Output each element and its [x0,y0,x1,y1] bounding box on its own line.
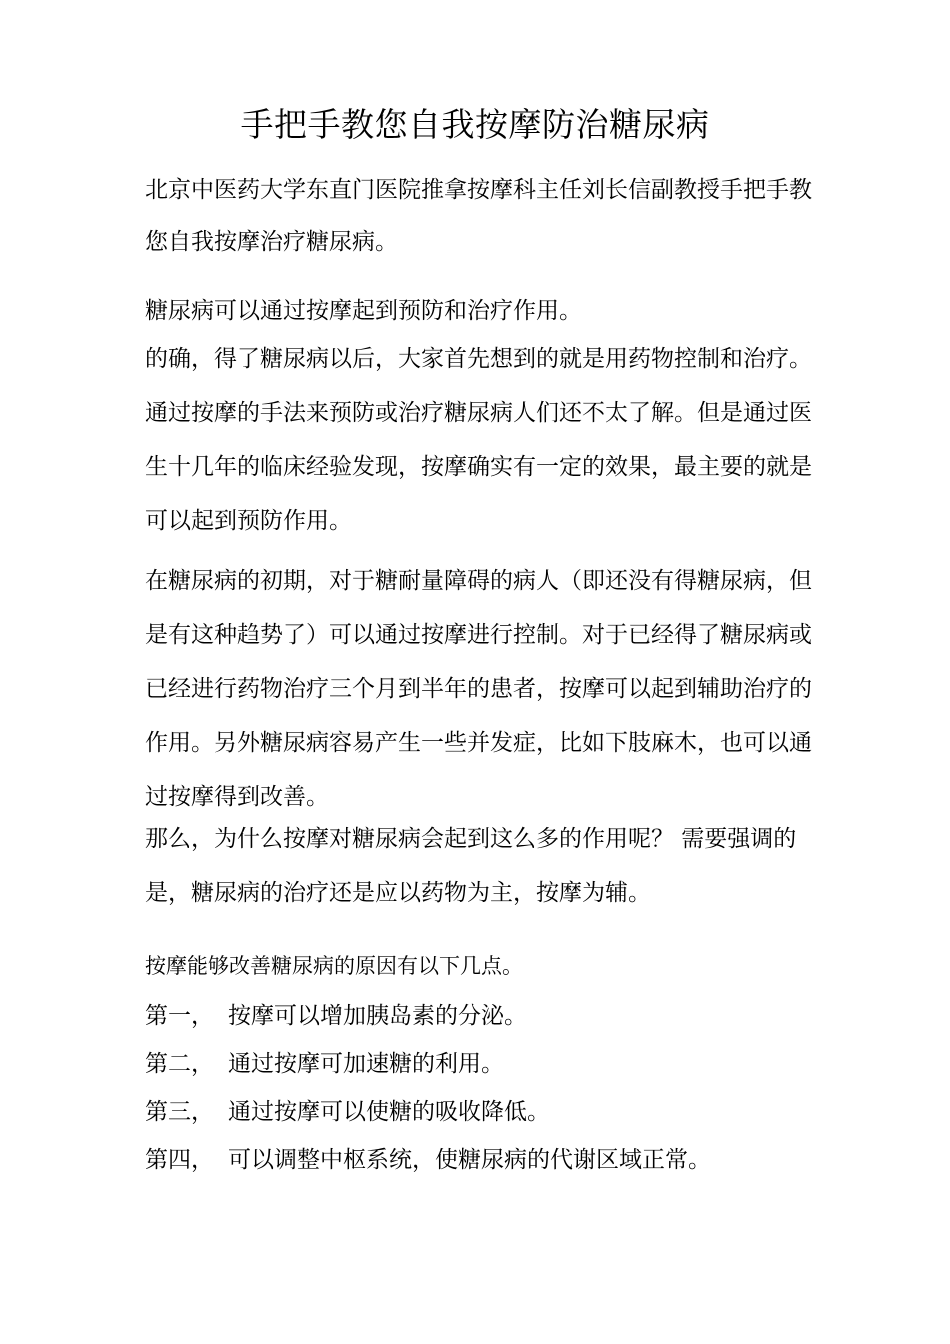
list-item-text: 可以调整中枢系统，使糖尿病的代谢区域正常。 [228,1147,711,1173]
list-item-text: 通过按摩可以使糖的吸收降低。 [228,1099,550,1125]
list-item-number: 第四， [145,1147,214,1173]
document-title: 手把手教您自我按摩防治糖尿病 [240,105,710,144]
list-item [145,1136,815,1184]
list-item-text: 按摩可以增加胰岛素的分泌。 [228,1003,527,1029]
paragraph-a: 糖尿病可以通过按摩起到预防和治疗作用。 [145,298,582,324]
list-item-number: 第二， [145,1051,214,1077]
reasons-list [145,992,815,1184]
list-item [145,1040,815,1088]
paragraph-d: 那么，为什么按摩对糖尿病会起到这么多的作用呢？ 需要强调的是，糖尿病的治疗还是应以药物为主，按摩为辅。 [145,826,797,906]
intro-paragraph: 北京中医药大学东直门医院推拿按摩科主任刘长信副教授手把手教您自我按摩治疗糖尿病。 [145,177,812,255]
list-item [145,1088,815,1136]
list-item-number: 第一， [145,1003,214,1029]
list-item-number: 第三， [145,1099,214,1125]
paragraph-b: 的确，得了糖尿病以后，大家首先想到的就是用药物控制和治疗。通过按摩的手法来预防或治疗糖尿病人们还不太了解。但是通过医生十几年的临床经验发现，按摩确实有一定的效果，最主要的就是可以起到预防作用。 [145,346,812,534]
reasons-intro: 按摩能够改善糖尿病的原因有以下几点。 [145,954,523,978]
list-item-text: 通过按摩可加速糖的利用。 [228,1051,504,1077]
paragraph-c: 在糖尿病的初期，对于糖耐量障碍的病人（即还没有得糖尿病，但是有这种趋势了）可以通过按摩进行控制。对于已经得了糖尿病或已经进行药物治疗三个月到半年的患者，按摩可以起到辅助治疗的作用。另外糖尿病容易产生一些并发症，比如下肢麻木，也可以通过按摩得到改善。 [145,568,812,810]
list-item [145,992,815,1040]
